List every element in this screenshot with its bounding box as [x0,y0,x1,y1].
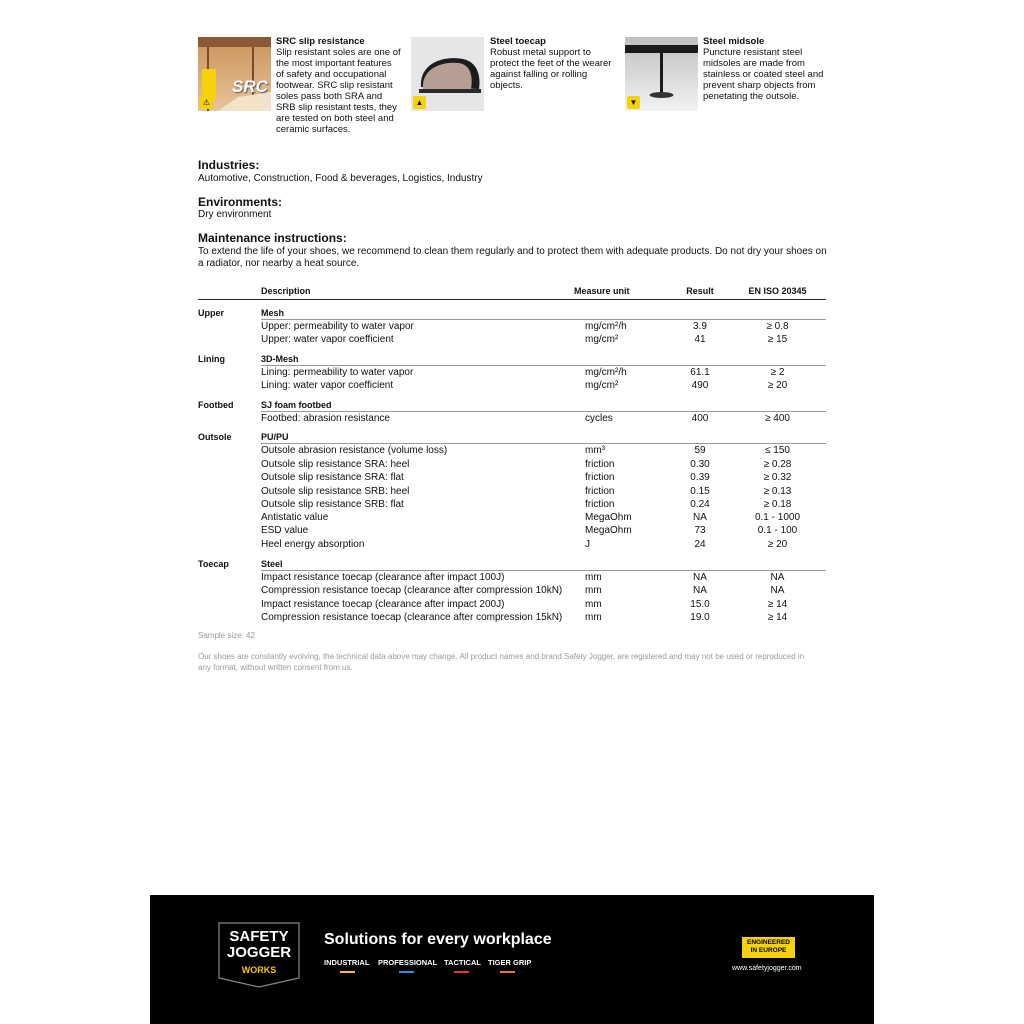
col-measure-unit: Measure unit [574,286,630,296]
row-result: 24 [694,539,706,550]
row-description: Upper: permeability to water vapor [261,321,414,332]
group-rule [261,411,826,412]
row-description: Compression resistance toecap (clearance after compression 15kN) [261,612,563,623]
row-standard: ≥ 0.13 [763,486,792,497]
row-standard: ≥ 400 [765,413,790,424]
row-unit: mm [585,599,602,610]
row-result: NA [693,572,707,583]
environments-text: Dry environment [198,209,272,220]
row-result: 0.24 [690,499,710,510]
logo-line-works: WORKS [241,965,277,975]
nav-tactical-bar [454,971,469,973]
row-description: Lining: water vapor coefficient [261,380,394,391]
row-standard: ≤ 150 [765,445,790,456]
row-result: 0.15 [690,486,710,497]
row-unit: MegaOhm [585,525,632,536]
material-label: PU/PU [261,432,289,442]
row-unit: mg/cm² [585,334,619,345]
footer-tagline: Solutions for every workplace [324,931,552,948]
row-description: Compression resistance toecap (clearance after compression 10kN) [261,585,563,596]
row-description: Outsole abrasion resistance (volume loss) [261,445,448,456]
row-description: Footbed: abrasion resistance [261,413,390,424]
src-slip-image [198,37,271,111]
row-unit: mm [585,572,602,583]
group-rule [261,319,826,320]
industries-heading: Industries: [198,158,260,172]
sample-size: Sample size: 42 [198,631,255,640]
environments-heading: Environments: [198,195,283,209]
row-description: Outsole slip resistance SRB: flat [261,499,404,510]
category-label: Toecap [198,559,229,569]
row-standard: ≥ 14 [767,599,788,610]
industries-text: Automotive, Construction, Food & beverages, Logistics, Industry [198,173,483,184]
row-standard: ≥ 14 [767,612,788,623]
toecap-icon: ▲ [413,96,426,109]
col-standard: EN ISO 20345 [748,286,807,296]
website-link[interactable]: www.safetyjogger.com [732,965,802,972]
badge-line-2: IN EUROPE [750,947,787,954]
row-description: Outsole slip resistance SRB: heel [261,486,410,497]
src-image-label: SRC [232,77,268,96]
category-label: Lining [198,354,225,364]
row-unit: mm³ [585,445,605,456]
feature-title: Steel toecap [490,36,546,47]
row-unit: friction [585,486,615,497]
nav-professional-bar [399,971,414,973]
row-unit: J [585,539,590,550]
row-result: 0.39 [690,472,710,483]
row-standard: NA [770,572,785,583]
engineered-in-europe-badge [742,937,795,958]
maintenance-text: To extend the life of your shoes, we recommend to clean them regularly and to protect them with adequate products. Do not dry your shoes on a radiator, nor nearby a heat source. [198,246,827,269]
material-label: Mesh [261,308,285,318]
feature-text: Slip resistant soles are one of the most important features of safety and occupational footwear. SRC slip resistant soles pass both SRA and SRB slip resistant tests, they are tested on both steel and ceramic surfaces. [276,47,401,135]
nav-professional[interactable]: PROFESSIONAL [378,958,438,967]
row-description: Impact resistance toecap (clearance after impact 200J) [261,599,505,610]
row-unit: mg/cm²/h [585,367,627,378]
category-label: Upper [198,308,225,318]
col-result: Result [686,286,714,296]
disclaimer: Our shoes are constantly evolving, the technical data above may change. All product names and brand Safety Jogger, are registered and may not be used or reproduced in any format, without written consent from us. [198,652,805,672]
group-rule [261,570,826,571]
logo-line-jogger: JOGGER [226,944,292,961]
row-unit: mm [585,585,602,596]
badge-line-1: ENGINEERED [747,939,790,946]
row-standard: ≥ 20 [767,539,788,550]
row-standard: 0.1 - 100 [757,525,798,536]
row-result: 400 [691,413,709,424]
row-result: 61.1 [690,367,710,378]
row-unit: friction [585,459,615,470]
slip-icon: ⚠ [200,96,213,109]
row-standard: ≥ 2 [770,367,785,378]
row-standard: ≥ 0.32 [763,472,792,483]
row-result: 19.0 [690,612,710,623]
group-rule [261,365,826,366]
footer-banner [150,895,874,1024]
nav-tactical[interactable]: TACTICAL [444,958,481,967]
midsole-icon: ▼ [627,96,640,109]
row-unit: mg/cm²/h [585,321,627,332]
material-label: SJ foam footbed [261,400,332,410]
row-description: Heel energy absorption [261,539,365,550]
row-standard: ≥ 0.28 [763,459,792,470]
nav-industrial[interactable]: INDUSTRIAL [324,958,370,967]
category-label: Outsole [198,432,232,442]
row-result: 41 [694,334,706,345]
group-rule [261,443,826,444]
row-result: 15.0 [690,599,710,610]
row-result: NA [693,585,707,596]
row-result: 3.9 [693,321,707,332]
row-result: NA [693,512,707,523]
row-standard: ≥ 0.8 [766,321,789,332]
material-label: 3D-Mesh [261,354,299,364]
row-result: 490 [691,380,709,391]
row-unit: mg/cm² [585,380,619,391]
feature-text: Robust metal support to protect the feet of the wearer against falling or rolling objects. [490,47,612,91]
row-standard: ≥ 20 [767,380,788,391]
row-description: Upper: water vapor coefficient [261,334,394,345]
row-unit: mm [585,612,602,623]
row-unit: friction [585,499,615,510]
logo-line-safety: SAFETY [229,928,289,945]
row-standard: 0.1 - 1000 [754,512,801,523]
row-unit: friction [585,472,615,483]
feature-text: Puncture resistant steel midsoles are made from stainless or coated steel and prevent sharp objects from penetating the outsole. [703,47,824,102]
steel-toecap-image [411,37,484,111]
row-description: ESD value [261,525,309,536]
row-standard: ≥ 0.18 [763,499,792,510]
row-result: 73 [694,525,706,536]
row-result: 59 [694,445,706,456]
feature-title: Steel midsole [703,36,765,47]
row-description: Outsole slip resistance SRA: flat [261,472,404,483]
col-description: Description [261,286,311,296]
row-description: Outsole slip resistance SRA: heel [261,459,410,470]
row-unit: MegaOhm [585,512,632,523]
maintenance-heading: Maintenance instructions: [198,231,347,245]
safety-jogger-works-logo [218,922,300,988]
feature-title: SRC slip resistance [276,36,365,47]
row-result: 0.30 [690,459,710,470]
category-label: Footbed [198,400,234,410]
nav-tiger-grip-bar [500,971,515,973]
nav-industrial-bar [340,971,355,973]
row-standard: NA [770,585,785,596]
row-description: Impact resistance toecap (clearance after impact 100J) [261,572,505,583]
nav-tiger-grip[interactable]: TIGER GRIP [488,958,532,967]
row-standard: ≥ 15 [767,334,788,345]
row-unit: cycles [585,413,613,424]
row-description: Antistatic value [261,512,329,523]
material-label: Steel [261,559,283,569]
steel-midsole-image [625,37,698,111]
row-description: Lining: permeability to water vapor [261,367,414,378]
header-rule [198,299,826,300]
